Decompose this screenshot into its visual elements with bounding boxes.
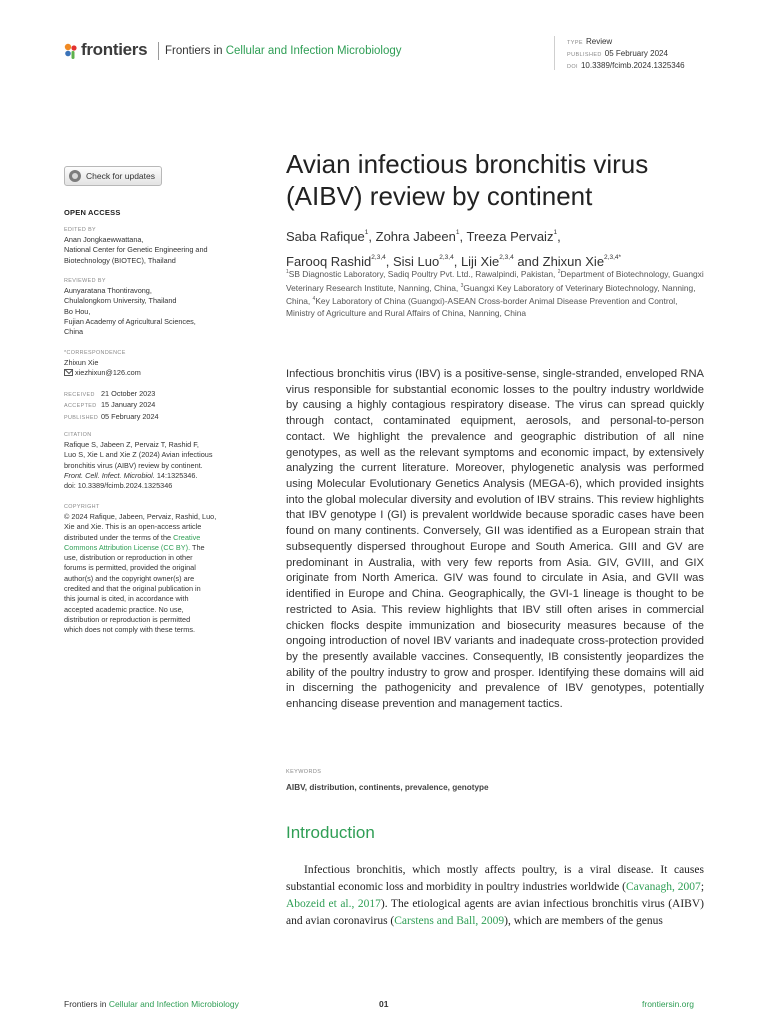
section-heading-introduction: Introduction [286,823,375,842]
mail-icon [64,369,73,376]
author[interactable]: Zhixun Xie$^{2,3,4*}$ [542,254,622,269]
author[interactable]: Zohra Jabeen$^1$ [375,229,460,244]
author[interactable]: Sisi Luo$^{2,3,4}$ [392,254,454,269]
citation-link[interactable]: Cavanagh, 2007 [626,881,701,893]
author[interactable]: Farooq Rashid$^{2,3,4}$ [286,254,386,269]
author[interactable]: Treeza Pervaiz$^1$ [466,229,558,244]
frontiers-logo-icon [64,43,78,59]
journal-name: Cellular and Infection Microbiology [225,45,402,57]
citation-block: CITATION Rafique S, Jabeen Z, Pervaiz T, Rashid F, Luo S, Xie L and Xie Z (2024) Avian infectious bronchitis virus (AIBV) review by continent. Front. Cell. Infect. Microbiol. 14:1325346. doi: 10.3389/fcimb.2024.1325346 [64,432,213,491]
correspondence-name: Zhixun Xie [64,358,99,367]
journal-title[interactable] [165,45,402,57]
edited-by-block: EDITED BY Anan Jongkaewwattana, National Center for Genetic Engineering and Biotechnology (BIOTEC), Thailand [64,227,208,265]
license-link-cont[interactable]: Commons Attribution License (CC BY). [64,542,191,552]
citation-link[interactable]: Carstens and Ball, 2009 [394,915,505,927]
reviewed-by-block: REVIEWED BY Aunyaratana Thontiravong, Chulalongkorn University, Thailand Bo Hou, Fujian Academy of Agricultural Sciences, China [64,278,196,337]
author[interactable]: Saba Rafique$^1$ [286,229,369,244]
intro-paragraph: Infectious bronchitis, which mostly affects poultry, is a viral disease. It causes substantial economic loss and morbidity in poultry industries worldwide (Cavanagh, 2007; Abozeid et al., 2017). The etiological agents are avian infectious bronchitis virus (AIBV) and avian coronavirus (Carstens and Ball, 2009), which are members of the genus [286,864,705,927]
license-link[interactable]: Creative [173,532,201,542]
correspondence-email[interactable]: xiezhixun@126.com [64,368,254,378]
author[interactable]: Liji Xie$^{2,3,4}$ [460,254,514,269]
keywords: AIBV, distribution, continents, prevalence, genotype [286,783,489,792]
published-date: PUBLISHED 05 February 2024 [567,49,668,58]
check-updates-label: Check for updates [86,171,155,181]
check-for-updates-button[interactable] [64,166,162,186]
page-number: 01 [379,999,389,1009]
dates-block: RECEIVED 21 October 2023 ACCEPTED 15 January 2024 PUBLISHED 05 February 2024 [64,389,159,421]
journal-prefix: Frontiers in [165,45,223,57]
footer-site-link[interactable]: frontiersin.org [642,999,694,1009]
affiliations: $^1$SB Diagnostic Laboratory, Sadiq Poultry Pvt. Ltd., Rawalpindi, Pakistan, $^2$Department of Biotechnology, Guangxi Veterinary Research Institute, Nanning, China, $^3$Guangxi Key Laboratory of Veterinary Biotechnology, Nanning, China, $^4$Key Laboratory of China (Guangxi)-ASEAN Cross-border Animal Disease Prevention and Control, Ministry of Agriculture and Rural Affairs of China, Nanning, China [286,269,704,319]
header-divider [158,42,159,60]
article-type: TYPE Review [567,37,613,46]
article-title: Avian infectious bronchitis virus (AIBV) review by continent [286,149,649,211]
correspondence-block: *CORRESPONDENCE Zhixun Xie xiezhixun@126.com [64,349,254,379]
keywords-label: KEYWORDS [286,769,322,775]
author-list: Saba Rafique$^1$, Zohra Jabeen$^1$, Treeza Pervaiz$^1$, Farooq Rashid$^{2,3,4}$, Sisi Luo$^{2,3,4}$, Liji Xie$^{2,3,4}$ and Zhixun Xie$^{2,3,4*}$ [286,229,622,269]
footer-journal[interactable]: Frontiers in Cellular and Infection Microbiology [64,999,239,1009]
doi[interactable]: DOI 10.3389/fcimb.2024.1325346 [567,61,685,70]
brand-name: frontiers [81,40,148,59]
abstract: Infectious bronchitis virus (IBV) is a positive-sense, single-stranded, enveloped RNA virus responsible for substantial economic losses to the poultry industry worldwide by causing a highly contagious respiratory disease. The virus can spread quickly through contact, contaminated equipment, aerosols, and personal-to-person contact. We highlight the prevalence and geographic distribution of all nine genotypes, as well as the relevant symptoms and economic impact, by extensively analyzing the current literature. Moreover, phylogenetic analysis was performed using Molecular Evolutionary Genetics Analysis (MEGA-6), which provided insights into the global molecular diversity and evolution of IBV strains. This review highlights that IBV genotype I (GI) is prevalent worldwide because sporadic cases have been found on many continents. Conversely, GII was identified as a European strain that subsequently dispersed throughout Europe and South America. GIII and GV are predominant in Australia, with very few reports from Asia. GIV, GVIII, and GIX originate from North America. GIV was found to circulate in Asia, and GVII was identified in Europe and China. Geographically, the GVI-1 lineage is thought to be restricted to Asia. This review highlights that IBV still often arises in commercial chicken flocks despite immunization and biosecurity measures because of the ongoing introduction of novel IBV variants and inadequate cross-protection provided by the presently available vaccines. Consequently, IB consistently jeopardizes the ability of the poultry industry to grow and prosper. Identifying these domains will aid in discerning the pathogenicity and prevalence of IBV genotypes, potentially enhancing disease prevention and management tactics. [286,368,704,711]
open-access-label: OPEN ACCESS [64,208,121,217]
citation-link[interactable]: Abozeid et al., 2017 [286,898,381,910]
meta-divider [554,36,555,70]
check-updates-icon [69,170,81,182]
copyright-block: COPYRIGHT © 2024 Rafique, Jabeen, Pervaiz, Rashid, Luo, Xie and Xie. This is an open-access article distributed under the terms of the Creative Commons Attribution License (CC BY). The use, distribution or reproduction in other forums is permitted, provided the original author(s) and the copyright owner(s) are credited and that the original publication in this journal is cited, in accordance with accepted academic practice. No use, distribution or reproduction is permitted which does not comply with these terms. [64,504,217,635]
